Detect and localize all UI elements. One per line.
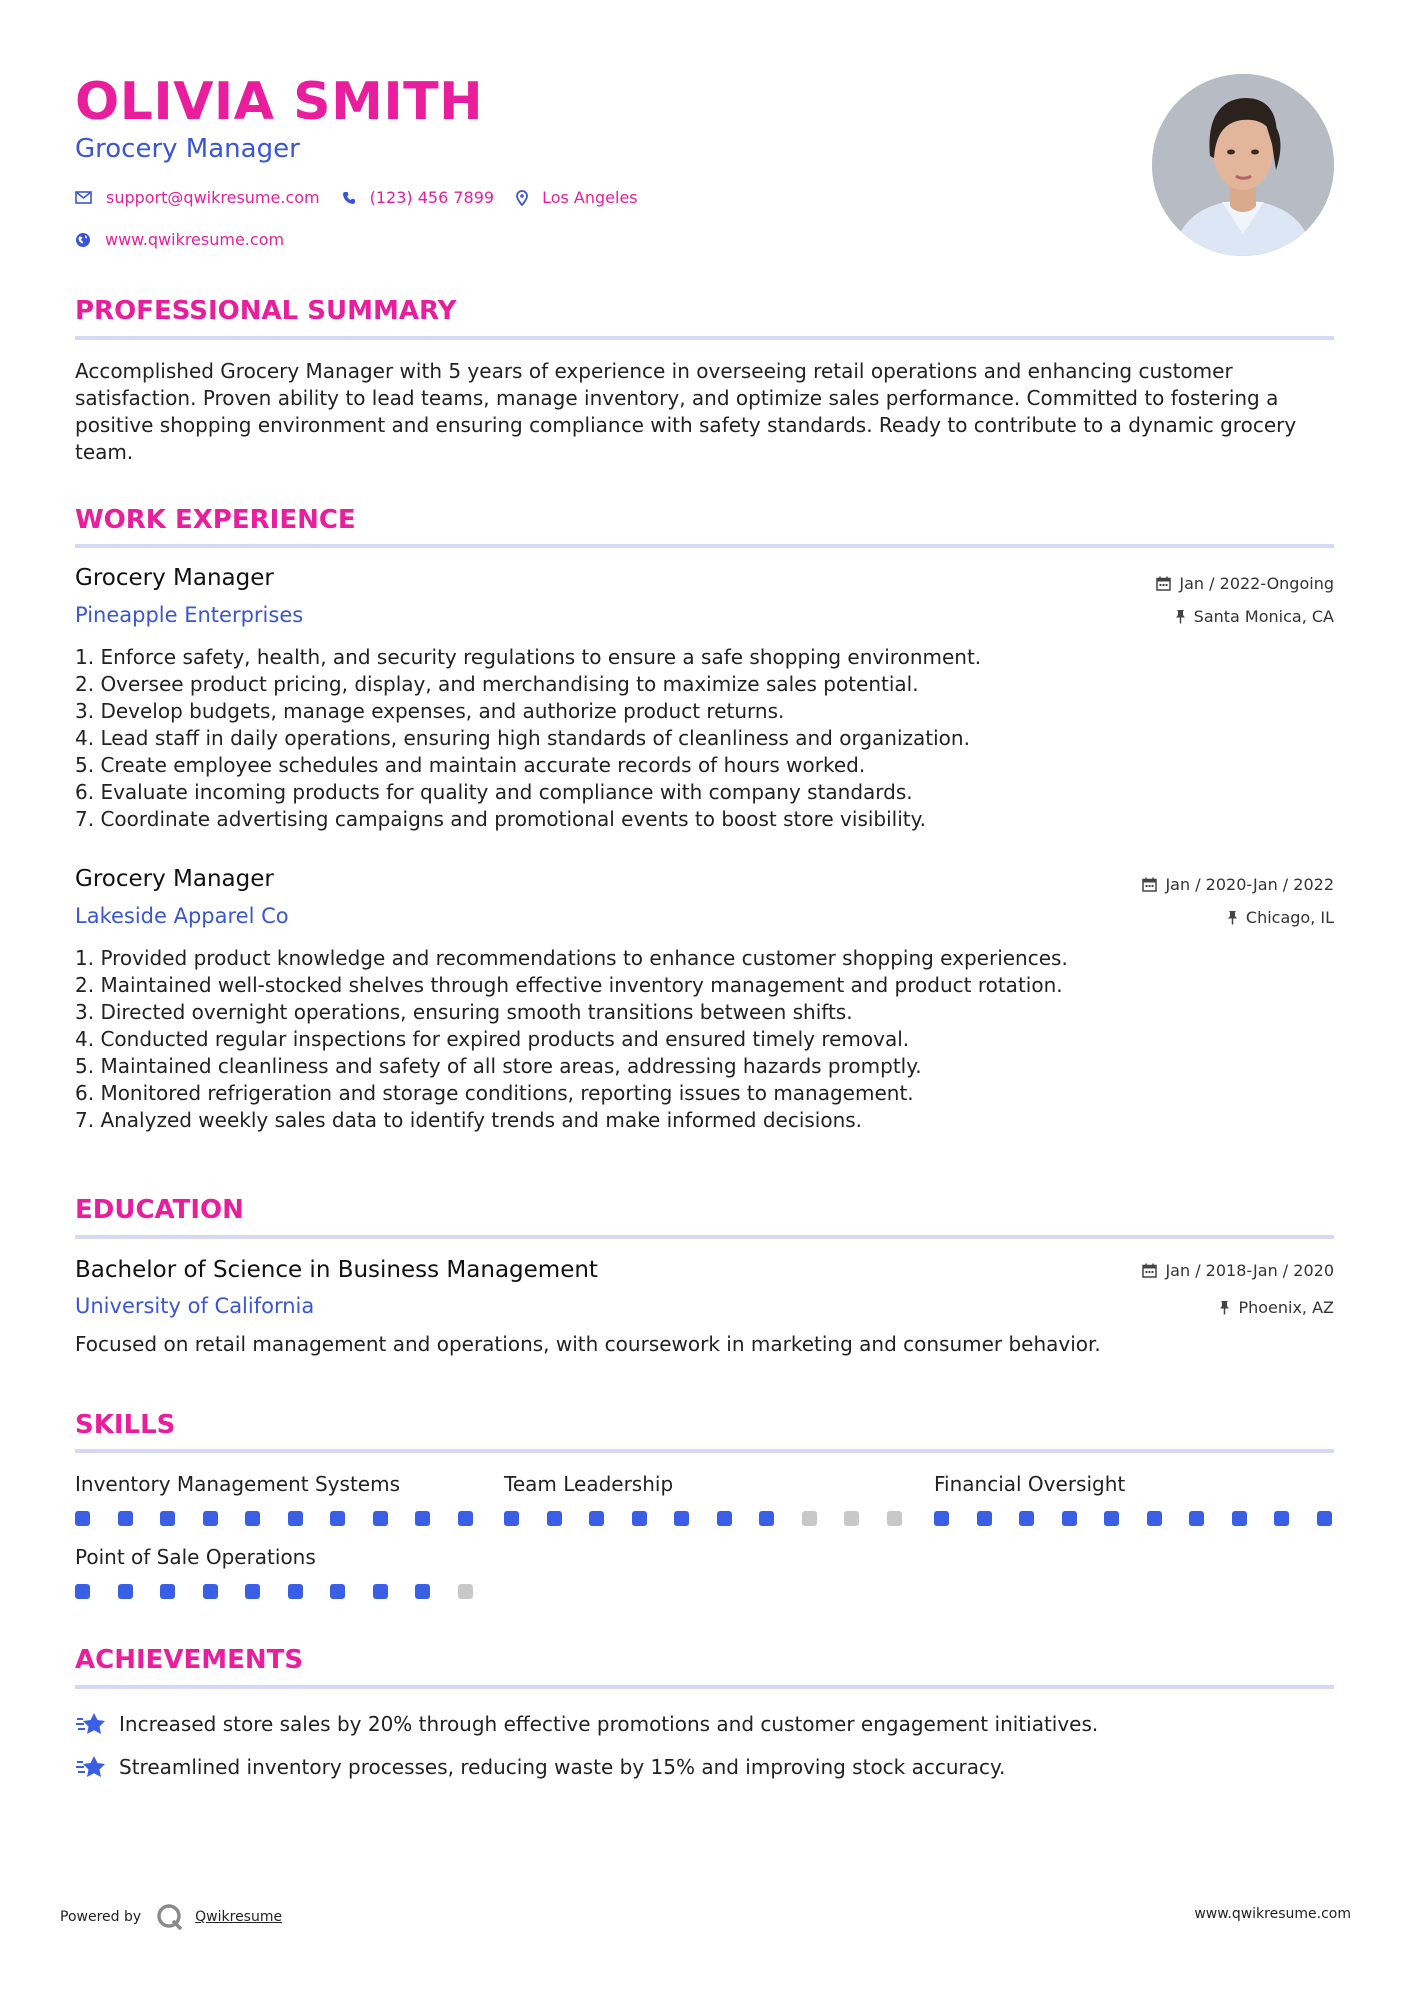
candidate-title: Grocery Manager [75, 134, 300, 164]
skill-dot-filled [118, 1511, 133, 1526]
school-name: University of California [75, 1294, 315, 1318]
location-text: Los Angeles [542, 188, 638, 207]
skill-dot-filled [1232, 1511, 1247, 1526]
job-dates [1142, 875, 1334, 894]
skill-dot-empty [802, 1511, 817, 1526]
education-heading: EDUCATION [75, 1195, 244, 1225]
qwikresume-logo-icon [155, 1902, 185, 1932]
list-item: 4. Conducted regular inspections for expired products and ensured timely removal. [75, 1027, 910, 1051]
section-divider [75, 544, 1334, 548]
skill-dot-filled [330, 1511, 345, 1526]
list-item: 3. Directed overnight operations, ensuring smooth transitions between shifts. [75, 1000, 853, 1024]
pushpin-icon [1175, 609, 1186, 624]
globe-icon [75, 232, 91, 248]
map-pin-icon [516, 190, 528, 206]
skill-dot-filled [977, 1511, 992, 1526]
footer-powered-by [60, 1902, 282, 1932]
website-row [75, 230, 306, 249]
education-location-text: Phoenix, AZ [1238, 1298, 1334, 1317]
company-name: Pineapple Enterprises [75, 603, 304, 627]
education-description: Focused on retail management and operations, with coursework in marketing and consumer behavior. [75, 1332, 1101, 1356]
phone-icon [342, 191, 356, 205]
skill-dot-filled [203, 1584, 218, 1599]
list-item: 6. Evaluate incoming products for quality and compliance with company standards. [75, 780, 913, 804]
skill-dot-filled [717, 1511, 732, 1526]
list-item: 5. Maintained cleanliness and safety of all store areas, addressing hazards promptly. [75, 1054, 922, 1078]
brand-link[interactable]: Qwikresume [195, 1909, 283, 1925]
email-text[interactable]: support@qwikresume.com [106, 188, 320, 207]
star-icon [75, 1710, 107, 1738]
achievement-item [75, 1710, 1098, 1738]
contact-row [75, 188, 660, 207]
email-item[interactable] [75, 188, 320, 207]
company-name: Lakeside Apparel Co [75, 904, 289, 928]
job-bullets [75, 644, 1337, 833]
job-dates-text: Jan / 2020-Jan / 2022 [1165, 875, 1334, 894]
skill-dot-filled [1274, 1511, 1289, 1526]
skill-dot-filled [458, 1511, 473, 1526]
job-bullets [75, 945, 1337, 1134]
skill-dot-filled [589, 1511, 604, 1526]
list-item: 6. Monitored refrigeration and storage conditions, reporting issues to management. [75, 1081, 914, 1105]
list-item: 1. Enforce safety, health, and security regulations to ensure a safe shopping environment. [75, 645, 982, 669]
job-location-text: Santa Monica, CA [1193, 607, 1334, 626]
section-divider [75, 1235, 1334, 1239]
job-location [1227, 908, 1334, 927]
job-location-text: Chicago, IL [1245, 908, 1334, 927]
skill-dot-filled [759, 1511, 774, 1526]
list-item: 3. Develop budgets, manage expenses, and authorize product returns. [75, 699, 785, 723]
achievement-item [75, 1753, 1005, 1781]
job-dates-text: Jan / 2022-Ongoing [1179, 574, 1334, 593]
skill-dot-filled [203, 1511, 218, 1526]
list-item: 7. Coordinate advertising campaigns and promotional events to boost store visibility. [75, 807, 926, 831]
pushpin-icon [1227, 910, 1238, 925]
skill-dot-filled [415, 1584, 430, 1599]
skill-dot-filled [1147, 1511, 1162, 1526]
skill-dot-filled [632, 1511, 647, 1526]
skill-dot-empty [887, 1511, 902, 1526]
skill-dot-filled [1317, 1511, 1332, 1526]
section-divider [75, 1449, 1334, 1453]
star-icon [75, 1753, 107, 1781]
skill-dot-filled [1062, 1511, 1077, 1526]
skill-dot-empty [844, 1511, 859, 1526]
skill-dot-filled [245, 1584, 260, 1599]
achievements-heading: ACHIEVEMENTS [75, 1645, 304, 1675]
skill-dot-filled [415, 1511, 430, 1526]
skill-dot-filled [1189, 1511, 1204, 1526]
education-location [1219, 1298, 1334, 1317]
job-dates [1156, 574, 1334, 593]
job-title: Grocery Manager [75, 866, 274, 892]
website-text[interactable]: www.qwikresume.com [105, 230, 285, 249]
list-item: 2. Maintained well-stocked shelves through effective inventory management and product rotation. [75, 973, 1063, 997]
calendar-icon [1156, 576, 1171, 591]
skill-dot-filled [245, 1511, 260, 1526]
phone-text[interactable]: (123) 456 7899 [369, 188, 495, 207]
achievement-text: Streamlined inventory processes, reducing waste by 15% and improving stock accuracy. [119, 1755, 1006, 1779]
website-item[interactable] [75, 230, 284, 249]
phone-item[interactable] [342, 188, 494, 207]
skill-dot-filled [75, 1584, 90, 1599]
education-dates-text: Jan / 2018-Jan / 2020 [1165, 1261, 1334, 1280]
skill-dot-filled [118, 1584, 133, 1599]
summary-text: Accomplished Grocery Manager with 5 years of experience in overseeing retail operations and enhancing customer satisfaction. Proven ability to lead teams, manage inventory, and optimize sales performance. Committed to fostering a positive shopping environment and ensuring compliance with safety standards. Ready to contribute to a dynamic grocery team. [75, 359, 1297, 464]
location-item [516, 188, 638, 207]
skill-rating [75, 1584, 500, 1599]
skill-rating [75, 1511, 500, 1526]
job-title: Grocery Manager [75, 565, 274, 591]
list-item: 7. Analyzed weekly sales data to identify trends and make informed decisions. [75, 1108, 863, 1132]
list-item: 1. Provided product knowledge and recommendations to enhance customer shopping experiences. [75, 946, 1068, 970]
calendar-icon [1142, 1263, 1157, 1278]
skill-dot-filled [75, 1511, 90, 1526]
skill-name: Inventory Management Systems [75, 1472, 400, 1496]
skill-dot-filled [288, 1584, 303, 1599]
powered-by-label: Powered by [60, 1909, 142, 1925]
summary-heading: PROFESSIONAL SUMMARY [75, 296, 457, 326]
skill-dot-filled [373, 1511, 388, 1526]
skill-name: Financial Oversight [934, 1472, 1126, 1496]
portrait-image [1152, 74, 1334, 256]
skill-dot-filled [674, 1511, 689, 1526]
skill-name: Team Leadership [504, 1472, 674, 1496]
profile-photo [1152, 74, 1334, 256]
pushpin-icon [1219, 1300, 1230, 1315]
skills-heading: SKILLS [75, 1410, 176, 1440]
list-item: 4. Lead staff in daily operations, ensuring high standards of cleanliness and organization. [75, 726, 970, 750]
education-dates [1142, 1261, 1334, 1280]
list-item: 2. Oversee product pricing, display, and merchandising to maximize sales potential. [75, 672, 919, 696]
skill-dot-filled [330, 1584, 345, 1599]
envelope-icon [75, 191, 92, 204]
section-divider [75, 1685, 1334, 1689]
skill-dot-filled [547, 1511, 562, 1526]
skill-rating [504, 1511, 929, 1526]
skill-name: Point of Sale Operations [75, 1545, 316, 1569]
skill-dot-filled [288, 1511, 303, 1526]
experience-heading: WORK EXPERIENCE [75, 505, 356, 535]
section-divider [75, 336, 1334, 340]
skill-dot-filled [934, 1511, 949, 1526]
skill-dot-filled [373, 1584, 388, 1599]
footer-url[interactable]: www.qwikresume.com [1194, 1906, 1351, 1922]
job-location [1175, 607, 1334, 626]
skill-dot-filled [1019, 1511, 1034, 1526]
calendar-icon [1142, 877, 1157, 892]
list-item: 5. Create employee schedules and maintain accurate records of hours worked. [75, 753, 866, 777]
skill-dot-filled [160, 1511, 175, 1526]
degree-title: Bachelor of Science in Business Management [75, 1257, 598, 1283]
achievement-text: Increased store sales by 20% through effective promotions and customer engagement initiatives. [119, 1712, 1099, 1736]
skill-dot-filled [1104, 1511, 1119, 1526]
skill-rating [934, 1511, 1359, 1526]
skill-dot-empty [458, 1584, 473, 1599]
skill-dot-filled [504, 1511, 519, 1526]
candidate-name: OLIVIA SMITH [75, 72, 484, 132]
skill-dot-filled [160, 1584, 175, 1599]
